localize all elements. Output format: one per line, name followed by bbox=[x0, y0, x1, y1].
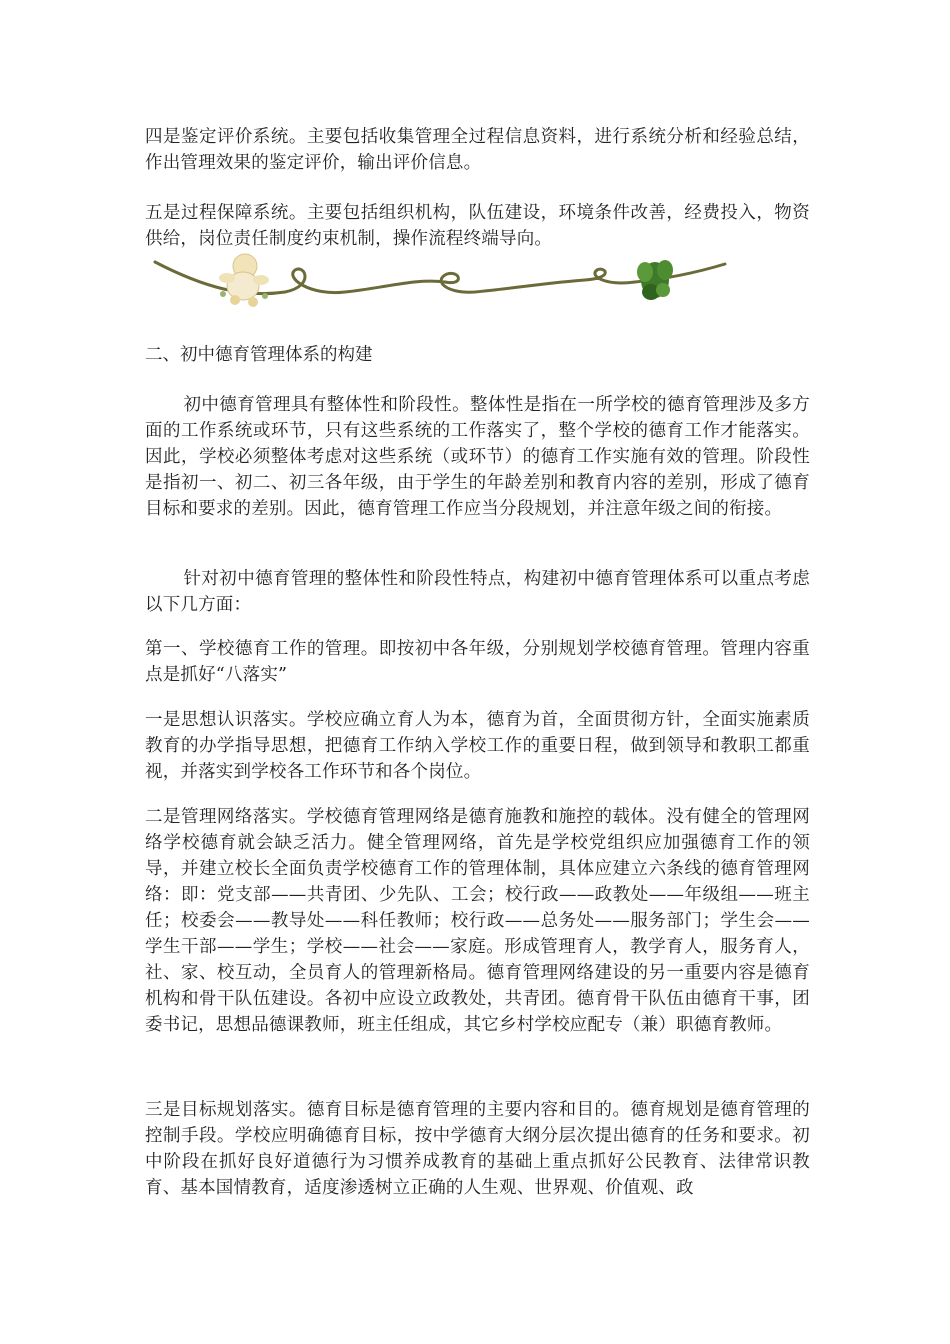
paragraph-key-aspects: 针对初中德育管理的整体性和阶段性特点，构建初中德育管理体系可以重点考虑以下几方面： bbox=[145, 569, 810, 615]
section-heading: 二、初中德育管理体系的构建 bbox=[145, 345, 373, 365]
paragraph-evaluation-system: 四是鉴定评价系统。主要包括收集管理全过程信息资料，进行系统分析和经验总结，作出管理效果的鉴定评价，输出评价信息。 bbox=[145, 127, 810, 173]
vine-divider bbox=[145, 248, 735, 318]
paragraph-school-management: 第一、学校德育工作的管理。即按初中各年级，分别规划学校德育管理。管理内容重点是抓好“八落实” bbox=[145, 639, 810, 685]
paragraph-goals: 三是目标规划落实。德育目标是德育管理的主要内容和目的。德育规划是德育管理的控制手段。学校应明确德育目标，按中学德育大纲分层次提出德育的任务和要求。初中阶段在抓好良好道德行为习惯养成教育的基础上重点抓好公民教育、法律常识教育、基本国情教育，适度渗透树立正确的人生观、世界观、价值观、政 bbox=[145, 1100, 810, 1198]
paragraph-process-guarantee: 五是过程保障系统。主要包括组织机构，队伍建设，环境条件改善，经费投入，物资供给，岗位责任制度约束机制，操作流程终端导向。 bbox=[145, 203, 810, 249]
leaf-cluster-icon bbox=[637, 260, 673, 300]
paragraph-integrity-stages: 初中德育管理具有整体性和阶段性。整体性是指在一所学校的德育管理涉及多方面的工作系统或环节，只有这些系统的工作落实了，整个学校的德育工作才能落实。因此，学校必须整体考虑对这些系统（或环节）的德育工作实施有效的管理。阶段性是指初一、初二、初三各年级，由于学生的年龄差别和教育内容的差别，形成了德育目标和要求的差别。因此，德育管理工作应当分段规划，并注意年级之间的衔接。 bbox=[145, 395, 810, 519]
cherub-ornament-icon bbox=[219, 254, 269, 307]
paragraph-ideology: 一是思想认识落实。学校应确立育人为本，德育为首，全面贯彻方针，全面实施素质教育的办学指导思想，把德育工作纳入学校工作的重要日程，做到领导和教职工都重视，并落实到学校各工作环节和各个岗位。 bbox=[145, 710, 810, 782]
paragraph-network: 二是管理网络落实。学校德育管理网络是德育施教和施控的载体。没有健全的管理网络学校德育就会缺乏活力。健全管理网络，首先是学校党组织应加强德育工作的领导，并建立校长全面负责学校德育工作的管理体制，具体应建立六条线的德育管理网络：即：党支部——共青团、少先队、工会；校行政——政教处——年级组——班主任；校委会——教导处——科任教师；校行政——总务处——服务部门；学生会——学生干部——学生；学校——社会——家庭。形成管理育人，教学育人，服务育人，社、家、校互动，全员育人的管理新格局。德育管理网络建设的另一重要内容是德育机构和骨干队伍建设。各初中应设立政教处，共青团。德育骨干队伍由德育干事，团委书记，思想品德课教师，班主任组成，其它乡村学校应配专（兼）职德育教师。 bbox=[145, 807, 810, 1035]
